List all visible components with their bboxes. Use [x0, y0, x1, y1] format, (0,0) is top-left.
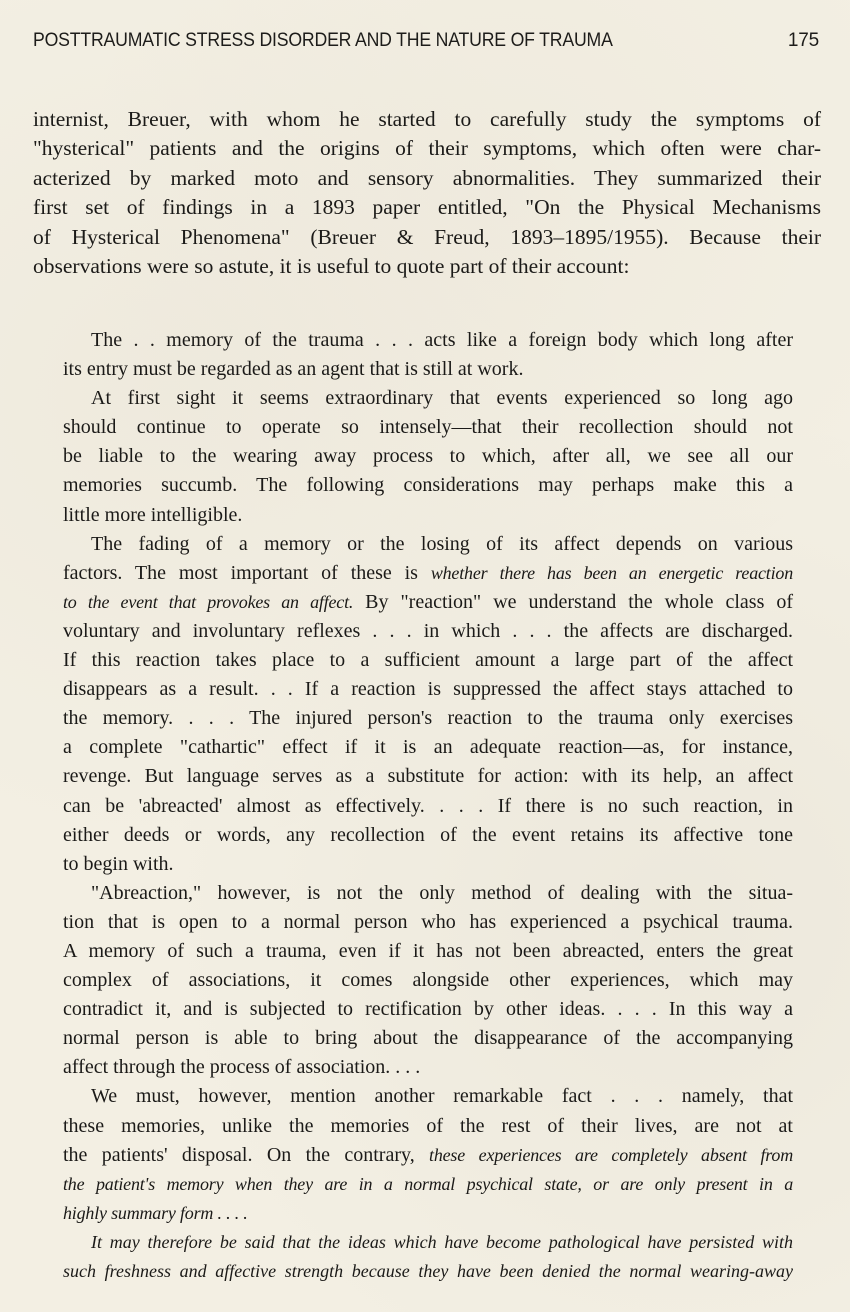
quote-paragraph	[63, 879, 793, 1083]
text-line: At first sight it seems extraordinary that events experienced so long ago	[91, 387, 793, 410]
italic-emphasis: highly summary form . . . .	[63, 1202, 248, 1223]
text-line: disappears as a result. . . If a reaction is suppressed the affect stays attached to	[63, 678, 793, 701]
quote-paragraph	[63, 384, 793, 529]
text-line: such freshness and affective strength because they have been denied the normal wearing-away	[63, 1261, 793, 1281]
text-line: We must, however, mention another remarkable fact . . . namely, that	[91, 1085, 793, 1108]
text-line	[63, 1199, 793, 1228]
text-line: observations were so astute, it is useful to quote part of their account:	[33, 254, 630, 279]
text-line: either deeds or words, any recollection of the event retains its affective tone	[63, 823, 793, 846]
text-line: complex of associations, it comes alongside other experiences, which may	[63, 969, 793, 992]
text-line: A memory of such a trauma, even if it has not been abreacted, enters the great	[63, 939, 793, 962]
text-line: It may therefore be said that the ideas which have become pathological have persisted with	[91, 1231, 793, 1252]
block-quote	[63, 326, 793, 1286]
page-number: 175	[787, 30, 819, 51]
text-line: "hysterical" patients and the origins of their symptoms, which often were char-	[33, 136, 821, 161]
text-line: acterized by marked moto and sensory abnormalities. They summarized their	[33, 165, 821, 190]
text-line: little more intelligible.	[63, 503, 243, 526]
italic-emphasis: whether there has been an energetic reaction	[430, 562, 794, 583]
running-title: POSTTRAUMATIC STRESS DISORDER AND THE NATURE OF TRAUMA	[33, 30, 613, 51]
italic-emphasis: the patient's memory when they are in a normal psychical state, or are only present in a	[63, 1173, 793, 1194]
text-line: memories succumb. The following considerations may perhaps make this a	[63, 474, 793, 497]
text-line: tion that is open to a normal person who has experienced a psychical trauma.	[63, 910, 793, 933]
text-line: revenge. But language serves as a substitute for action: with its help, an affect	[63, 765, 793, 788]
text-line: be liable to the wearing away process to which, after all, we see all our	[63, 445, 793, 468]
italic-emphasis: to the event that provokes an affect.	[63, 591, 354, 612]
quote-paragraph	[63, 530, 793, 879]
intro-paragraph	[33, 105, 821, 281]
text-line: can be 'abreacted' almost as effectively. . . . If there is no such reaction, in	[63, 794, 793, 817]
text-line: these memories, unlike the memories of the rest of their lives, are not at	[63, 1114, 793, 1137]
text-line: "Abreaction," however, is not the only method of dealing with the situa-	[91, 881, 793, 904]
text-line: The fading of a memory or the losing of its affect depends on various	[91, 532, 793, 555]
quote-paragraph	[63, 326, 793, 384]
quote-paragraph-italic	[63, 1228, 793, 1286]
text-line: to the event that provokes an affect. By "reaction" we understand the whole class of	[63, 590, 793, 613]
text-line: factors. The most important of these is whether there has been an energetic reaction	[63, 561, 794, 584]
text-line	[63, 1170, 793, 1199]
text-line: voluntary and involuntary reflexes . . . in which . . . the affects are discharged.	[63, 619, 793, 642]
text-line: internist, Breuer, with whom he started to carefully study the symptoms of	[33, 107, 821, 131]
text-line: the memory. . . . The injured person's reaction to the trauma only exercises	[63, 707, 793, 730]
text-line: affect through the process of association. . . .	[63, 1056, 421, 1079]
italic-emphasis: these experiences are completely absent from	[429, 1144, 793, 1165]
text-line: to begin with.	[63, 852, 174, 875]
text-line: normal person is able to bring about the disappearance of the accompanying	[63, 1027, 793, 1050]
text-line: contradict it, and is subjected to rectification by other ideas. . . . In this way a	[63, 998, 793, 1021]
quote-paragraph	[63, 1082, 793, 1227]
text-line: a complete "cathartic" effect if it is an adequate reaction—as, for instance,	[63, 736, 793, 759]
text-line: its entry must be regarded as an agent that is still at work.	[63, 358, 524, 381]
text-line: the patients' disposal. On the contrary, these experiences are completely absent from	[63, 1143, 793, 1166]
text-line: If this reaction takes place to a sufficient amount a large part of the affect	[63, 649, 793, 672]
text-line: The . . memory of the trauma . . . acts like a foreign body which long after	[91, 329, 793, 351]
text-line: should continue to operate so intensely—that their recollection should not	[63, 416, 793, 439]
text-line: of Hysterical Phenomena" (Breuer & Freud, 1893–1895/1955). Because their	[33, 224, 821, 249]
running-head	[33, 30, 821, 60]
text-line: first set of findings in a 1893 paper entitled, "On the Physical Mechanisms	[33, 195, 821, 220]
